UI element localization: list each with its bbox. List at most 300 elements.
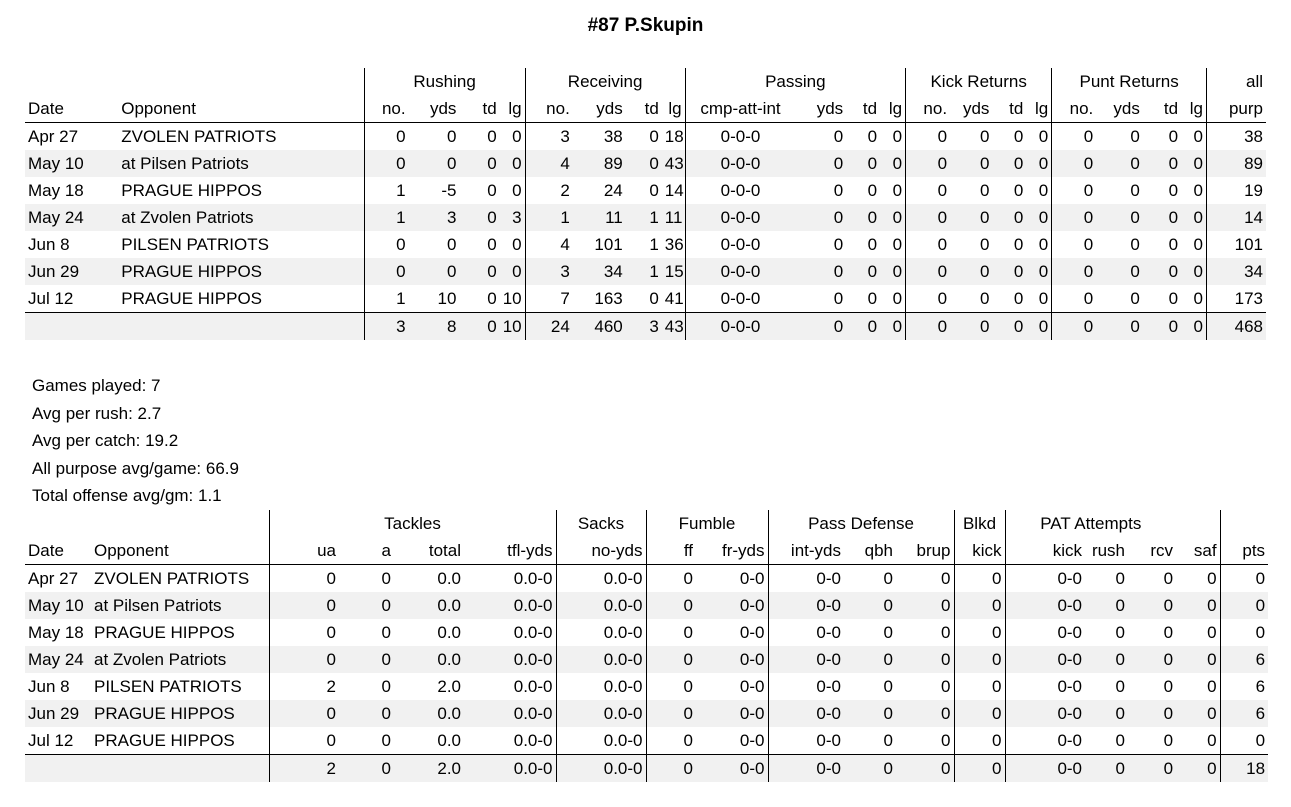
offense-cell: PRAGUE HIPPOS bbox=[121, 181, 263, 200]
defense-column-header: qbh bbox=[844, 538, 896, 565]
offense-cell: 0 bbox=[1181, 258, 1206, 285]
defense-total-cell: 0 bbox=[1085, 755, 1128, 783]
offense-cell: 0 bbox=[1052, 258, 1097, 285]
defense-cell: 0 bbox=[269, 592, 339, 619]
defense-group-header-row bbox=[25, 510, 1268, 538]
offense-cell: 0 bbox=[833, 235, 844, 254]
defense-game-row bbox=[25, 727, 1268, 755]
defense-cell: 0-0 bbox=[1005, 673, 1085, 700]
offense-cell: 2 bbox=[525, 177, 573, 204]
season-summary bbox=[32, 372, 239, 510]
defense-cell: 0.0-0 bbox=[464, 592, 556, 619]
defense-cell: 0-0 bbox=[768, 619, 844, 646]
defense-cell: 0 bbox=[1163, 623, 1174, 642]
offense-cell: 0 bbox=[1038, 127, 1049, 146]
offense-cell: 0 bbox=[1096, 258, 1143, 285]
offense-cell: 15 bbox=[662, 258, 685, 285]
offense-column-header: yds bbox=[795, 96, 846, 123]
offense-cell: 1 bbox=[364, 177, 409, 204]
offense-column-header: yds bbox=[1096, 96, 1143, 123]
offense-cell: 0 bbox=[992, 150, 1026, 177]
offense-cell: 14 bbox=[664, 181, 684, 200]
defense-group-header-empty bbox=[25, 510, 91, 538]
offense-cell: 0 bbox=[833, 289, 844, 308]
offense-cell: 0 bbox=[795, 258, 846, 285]
defense-cell: 0 bbox=[896, 646, 954, 673]
defense-cell: 0 bbox=[381, 677, 391, 696]
defense-cell: 0 bbox=[941, 569, 951, 588]
defense-total-cell: 0 bbox=[954, 755, 1005, 783]
offense-cell: 0 bbox=[1096, 204, 1143, 231]
offense-column-header: lg bbox=[1026, 96, 1051, 123]
offense-cell: 34 bbox=[1207, 258, 1267, 285]
offense-cell: 0 bbox=[1038, 289, 1049, 308]
defense-cell: 0 bbox=[883, 677, 893, 696]
offense-cell: 0 bbox=[979, 289, 990, 308]
defense-cell: 0 bbox=[1163, 677, 1174, 696]
offense-cell: 0 bbox=[1038, 235, 1049, 254]
offense-game-row bbox=[25, 285, 1266, 313]
offense-cell: 0-0-0 bbox=[685, 231, 795, 258]
offense-column-header: yds bbox=[573, 96, 626, 123]
defense-cell: 0 bbox=[1163, 569, 1174, 588]
defense-cell: 0-0 bbox=[739, 677, 765, 696]
offense-cell: 0 bbox=[795, 204, 846, 231]
defense-column-header: saf bbox=[1176, 538, 1220, 565]
defense-game-row bbox=[25, 565, 1268, 593]
defense-group-header-empty bbox=[91, 510, 269, 538]
defense-cell: 0 bbox=[381, 731, 391, 750]
offense-cell: 0 bbox=[950, 204, 992, 231]
offense-cell: 0 bbox=[1193, 127, 1203, 146]
offense-cell: 0 bbox=[892, 289, 903, 308]
offense-game-row bbox=[25, 123, 1266, 151]
offense-cell: 19 bbox=[1207, 177, 1267, 204]
offense-cell: 0 bbox=[906, 258, 951, 285]
offense-total-cell: 3 bbox=[626, 313, 662, 341]
offense-cell: 0 bbox=[979, 181, 990, 200]
offense-cell: 0 bbox=[906, 231, 951, 258]
defense-total-cell bbox=[91, 755, 269, 783]
defense-cell: 0.0 bbox=[394, 592, 464, 619]
offense-cell: 0 bbox=[1168, 235, 1179, 254]
offense-column-header: lg bbox=[662, 96, 685, 123]
offense-cell: 0 bbox=[1026, 150, 1051, 177]
defense-cell: 0 bbox=[339, 592, 394, 619]
defense-cell: 0 bbox=[1207, 623, 1217, 642]
defense-cell: 0 bbox=[269, 727, 339, 755]
offense-cell: 0 bbox=[487, 127, 497, 146]
defense-cell: 0 bbox=[1128, 646, 1176, 673]
offense-cell: 0 bbox=[1181, 150, 1206, 177]
offense-group-header: Passing bbox=[685, 68, 905, 96]
defense-cell: 0.0 bbox=[394, 646, 464, 673]
offense-total-cell: 0 bbox=[1026, 313, 1051, 341]
offense-cell: 0 bbox=[409, 150, 460, 177]
defense-total-cell: 2.0 bbox=[394, 755, 464, 783]
offense-cell: 0 bbox=[992, 204, 1026, 231]
defense-cell: 0 bbox=[1085, 700, 1128, 727]
offense-cell: 1 bbox=[364, 204, 409, 231]
offense-cell: Jun 29 bbox=[25, 258, 118, 285]
defense-total-cell: 0.0-0 bbox=[464, 755, 556, 783]
defense-cell: 0-0 bbox=[768, 646, 844, 673]
defense-column-header: tfl-yds bbox=[464, 538, 556, 565]
offense-total-cell: 0 bbox=[1096, 313, 1143, 341]
defense-group-header: Fumble bbox=[646, 510, 768, 538]
offense-column-header: no. bbox=[1052, 96, 1097, 123]
offense-cell: 3 bbox=[500, 204, 525, 231]
offense-total-cell bbox=[25, 313, 118, 341]
offense-group-header-empty bbox=[25, 68, 118, 96]
offense-cell: 38 bbox=[1207, 123, 1267, 151]
defense-cell: 0 bbox=[896, 700, 954, 727]
offense-cell: 0 bbox=[459, 258, 499, 285]
offense-cell: 0 bbox=[992, 258, 1026, 285]
offense-cell: 0 bbox=[846, 258, 880, 285]
offense-cell: 0 bbox=[846, 150, 880, 177]
offense-total-cell: 8 bbox=[409, 313, 460, 341]
offense-cell: 0 bbox=[867, 289, 878, 308]
offense-cell: 0 bbox=[1013, 235, 1024, 254]
offense-cell: 0 bbox=[1168, 127, 1179, 146]
defense-cell: 0.0-0 bbox=[556, 565, 646, 593]
defense-totals-row bbox=[25, 755, 1268, 783]
defense-cell: 0.0 bbox=[394, 700, 464, 727]
defense-column-header: rcv bbox=[1128, 538, 1176, 565]
offense-cell: 3 bbox=[409, 204, 460, 231]
offense-cell: 0 bbox=[649, 181, 659, 200]
offense-cell: 1 bbox=[649, 235, 659, 254]
defense-group-header-empty bbox=[1220, 510, 1268, 538]
defense-cell: Jun 8 bbox=[28, 677, 70, 696]
defense-total-cell: 0.0-0 bbox=[556, 755, 646, 783]
offense-cell: 0-0-0 bbox=[685, 177, 795, 204]
defense-total-cell: 0-0 bbox=[1005, 755, 1085, 783]
defense-column-header: kick bbox=[954, 538, 1005, 565]
offense-cell: at Zvolen Patriots bbox=[118, 204, 364, 231]
defense-cell: 0 bbox=[646, 727, 696, 755]
defense-game-row bbox=[25, 646, 1268, 673]
offense-total-cell: 0 bbox=[1181, 313, 1206, 341]
offense-cell: 1 bbox=[626, 204, 662, 231]
defense-cell: 0 bbox=[1128, 700, 1176, 727]
offense-cell: 0 bbox=[846, 204, 880, 231]
offense-cell: 0 bbox=[1052, 150, 1097, 177]
offense-cell: Jun 8 bbox=[28, 235, 70, 254]
defense-cell: 0.0 bbox=[437, 569, 461, 588]
defense-column-header: rush bbox=[1085, 538, 1128, 565]
defense-cell: PRAGUE HIPPOS bbox=[94, 623, 235, 642]
offense-cell: 0 bbox=[364, 258, 409, 285]
offense-group-header: all bbox=[1207, 68, 1267, 96]
offense-cell: 0 bbox=[906, 123, 951, 151]
offense-cell: 0 bbox=[364, 150, 409, 177]
defense-cell: 0 bbox=[646, 619, 696, 646]
offense-total-cell: 0 bbox=[992, 313, 1026, 341]
offense-cell: May 10 bbox=[25, 150, 118, 177]
offense-total-cell: 24 bbox=[525, 313, 573, 341]
offense-cell: 0 bbox=[459, 204, 499, 231]
offense-cell: 10 bbox=[502, 289, 522, 308]
offense-cell: 0 bbox=[446, 235, 457, 254]
defense-cell: May 10 bbox=[25, 592, 91, 619]
defense-column-header: total bbox=[394, 538, 464, 565]
defense-total-cell: 2 bbox=[269, 755, 339, 783]
offense-cell: 0 bbox=[1130, 181, 1140, 200]
defense-cell: 0.0-0 bbox=[556, 592, 646, 619]
offense-cell: 0-0-0 bbox=[685, 204, 795, 231]
offense-group-header-row bbox=[25, 68, 1266, 96]
defense-cell: 0-0 bbox=[768, 673, 844, 700]
summary-line: All purpose avg/game: 66.9 bbox=[32, 458, 239, 478]
offense-cell: 0 bbox=[487, 289, 497, 308]
offense-cell: 0 bbox=[880, 204, 905, 231]
offense-cell: 0 bbox=[1193, 181, 1203, 200]
offense-cell: 0 bbox=[906, 150, 951, 177]
offense-cell: 41 bbox=[664, 289, 684, 308]
defense-cell: 0 bbox=[1176, 700, 1220, 727]
defense-cell: Jul 12 bbox=[28, 731, 74, 750]
defense-cell: 0-0 bbox=[768, 727, 844, 755]
defense-cell: 0 bbox=[844, 646, 896, 673]
offense-cell: 0 bbox=[892, 181, 903, 200]
offense-cell: 0 bbox=[1193, 235, 1203, 254]
offense-cell: 0 bbox=[1143, 150, 1181, 177]
defense-cell: 0-0 bbox=[1005, 700, 1085, 727]
defense-cell: 0 bbox=[1115, 569, 1126, 588]
offense-cell: 24 bbox=[603, 181, 623, 200]
offense-cell: 0-0-0 bbox=[685, 150, 795, 177]
defense-cell: 0 bbox=[646, 646, 696, 673]
offense-cell: 10 bbox=[437, 289, 457, 308]
defense-cell: 0 bbox=[954, 700, 1005, 727]
defense-column-header: pts bbox=[1220, 538, 1268, 565]
defense-cell: 0 bbox=[844, 700, 896, 727]
defense-cell: ZVOLEN PATRIOTS bbox=[94, 569, 250, 588]
offense-cell: 0 bbox=[649, 127, 659, 146]
defense-cell: 0 bbox=[954, 592, 1005, 619]
offense-cell: 11 bbox=[573, 204, 626, 231]
offense-game-row bbox=[25, 177, 1266, 204]
defense-cell: 0 bbox=[269, 619, 339, 646]
defense-cell: 0 bbox=[1207, 677, 1217, 696]
offense-cell: 0 bbox=[1052, 177, 1097, 204]
offense-cell: PRAGUE HIPPOS bbox=[121, 289, 263, 308]
defense-total-cell bbox=[25, 755, 91, 783]
defense-cell: 0 bbox=[1220, 619, 1268, 646]
offense-group-header: Rushing bbox=[364, 68, 525, 96]
offense-cell: 0 bbox=[1130, 127, 1140, 146]
defense-cell: 0 bbox=[1115, 731, 1126, 750]
defense-cell: PILSEN PATRIOTS bbox=[94, 677, 242, 696]
defense-total-cell: 0 bbox=[1176, 755, 1220, 783]
offense-cell: 0 bbox=[880, 258, 905, 285]
defense-game-row bbox=[25, 700, 1268, 727]
defense-cell: 0-0 bbox=[739, 569, 765, 588]
defense-cell: 0 bbox=[1220, 727, 1268, 755]
defense-cell: 0 bbox=[646, 565, 696, 593]
offense-column-header-row bbox=[25, 96, 1266, 123]
offense-cell: PILSEN PATRIOTS bbox=[121, 235, 269, 254]
offense-cell: 89 bbox=[1207, 150, 1267, 177]
defense-cell: 0 bbox=[883, 623, 893, 642]
defense-cell: 0 bbox=[269, 646, 339, 673]
offense-cell: 43 bbox=[662, 150, 685, 177]
offense-cell: 1 bbox=[364, 285, 409, 313]
defense-total-cell: 0-0 bbox=[768, 755, 844, 783]
offense-cell: 1 bbox=[525, 204, 573, 231]
defense-cell: 0.0-0 bbox=[513, 677, 553, 696]
defense-cell: 2.0 bbox=[437, 677, 461, 696]
defense-game-row bbox=[25, 592, 1268, 619]
offense-column-header: yds bbox=[409, 96, 460, 123]
offense-cell: 0 bbox=[459, 150, 499, 177]
offense-cell: 18 bbox=[664, 127, 684, 146]
offense-cell: 7 bbox=[525, 285, 573, 313]
offense-column-header: lg bbox=[500, 96, 525, 123]
offense-cell: 3 bbox=[525, 123, 573, 151]
defense-cell: 0-0 bbox=[1005, 592, 1085, 619]
offense-cell: 36 bbox=[664, 235, 684, 254]
offense-cell: 0-0-0 bbox=[685, 285, 795, 313]
offense-cell: 0 bbox=[1052, 285, 1097, 313]
defense-cell: 0.0 bbox=[437, 731, 461, 750]
offense-cell: 34 bbox=[573, 258, 626, 285]
defense-cell: 0 bbox=[954, 619, 1005, 646]
offense-cell: 0 bbox=[626, 150, 662, 177]
offense-total-cell: 0 bbox=[795, 313, 846, 341]
defense-cell: 0 bbox=[844, 592, 896, 619]
defense-cell: 0.0-0 bbox=[513, 569, 553, 588]
defense-column-header: brup bbox=[896, 538, 954, 565]
offense-total-cell bbox=[118, 313, 364, 341]
defense-total-cell: 0 bbox=[844, 755, 896, 783]
offense-cell: 0-0-0 bbox=[685, 123, 795, 151]
defense-column-header: Opponent bbox=[91, 538, 269, 565]
defense-cell: 0-0 bbox=[696, 646, 768, 673]
defense-cell: 0.0-0 bbox=[556, 700, 646, 727]
offense-cell: 0 bbox=[500, 258, 525, 285]
defense-cell: PRAGUE HIPPOS bbox=[94, 731, 235, 750]
offense-cell: 0-0-0 bbox=[685, 258, 795, 285]
offense-total-cell: 3 bbox=[364, 313, 409, 341]
offense-stats-table bbox=[25, 68, 1266, 340]
offense-cell: 0 bbox=[446, 127, 457, 146]
offense-cell: 0 bbox=[979, 235, 990, 254]
defense-cell: 0 bbox=[1115, 623, 1126, 642]
offense-cell: 3 bbox=[525, 258, 573, 285]
offense-cell: at Pilsen Patriots bbox=[118, 150, 364, 177]
offense-cell: 4 bbox=[525, 150, 573, 177]
offense-total-cell: 468 bbox=[1207, 313, 1267, 341]
defense-cell: Jun 29 bbox=[25, 700, 91, 727]
offense-column-header: td bbox=[846, 96, 880, 123]
defense-cell: 0-0 bbox=[768, 592, 844, 619]
defense-cell: 0.0-0 bbox=[464, 700, 556, 727]
defense-column-header: a bbox=[339, 538, 394, 565]
offense-game-row bbox=[25, 204, 1266, 231]
offense-cell: 0 bbox=[979, 127, 990, 146]
offense-total-cell: 0 bbox=[950, 313, 992, 341]
offense-cell: May 18 bbox=[28, 181, 84, 200]
offense-cell: 4 bbox=[525, 231, 573, 258]
offense-cell: 11 bbox=[662, 204, 685, 231]
defense-cell: 0-0 bbox=[739, 623, 765, 642]
offense-total-cell: 0 bbox=[1052, 313, 1097, 341]
defense-cell: 0.0-0 bbox=[513, 731, 553, 750]
defense-total-cell: 0 bbox=[896, 755, 954, 783]
offense-cell: May 24 bbox=[25, 204, 118, 231]
offense-group-header: Punt Returns bbox=[1052, 68, 1207, 96]
offense-totals-row bbox=[25, 313, 1266, 341]
defense-cell: 0-0 bbox=[1005, 565, 1085, 593]
offense-total-cell: 43 bbox=[662, 313, 685, 341]
defense-cell: 0 bbox=[1085, 646, 1128, 673]
defense-cell: 0-0 bbox=[696, 592, 768, 619]
offense-cell: Jul 12 bbox=[28, 289, 74, 308]
offense-cell: 0 bbox=[487, 181, 497, 200]
offense-cell: 0 bbox=[1052, 231, 1097, 258]
offense-column-header: td bbox=[992, 96, 1026, 123]
defense-cell: 0-0 bbox=[696, 700, 768, 727]
defense-cell: 0-0 bbox=[1005, 646, 1085, 673]
defense-cell: 2 bbox=[269, 673, 339, 700]
defense-column-header: no-yds bbox=[556, 538, 646, 565]
defense-column-header: ff bbox=[646, 538, 696, 565]
defense-cell: 0 bbox=[941, 623, 951, 642]
defense-total-cell: 0 bbox=[646, 755, 696, 783]
defense-cell: at Pilsen Patriots bbox=[91, 592, 269, 619]
offense-cell: 101 bbox=[594, 235, 623, 254]
offense-column-header: td bbox=[459, 96, 499, 123]
offense-total-cell: 0 bbox=[846, 313, 880, 341]
defense-game-row bbox=[25, 619, 1268, 646]
defense-cell: 0 bbox=[1128, 592, 1176, 619]
defense-total-cell: 0-0 bbox=[696, 755, 768, 783]
defense-group-header: Blkd bbox=[954, 510, 1005, 538]
defense-cell: 0 bbox=[954, 673, 1005, 700]
defense-cell: 0 bbox=[1163, 731, 1174, 750]
offense-cell: 0 bbox=[795, 150, 846, 177]
offense-cell: 0 bbox=[512, 127, 522, 146]
offense-cell: 101 bbox=[1207, 231, 1267, 258]
offense-cell: 163 bbox=[594, 289, 623, 308]
defense-cell: 0 bbox=[941, 677, 951, 696]
defense-cell: 0.0 bbox=[437, 623, 461, 642]
offense-cell: 0 bbox=[649, 289, 659, 308]
defense-group-header-empty bbox=[1176, 510, 1220, 538]
defense-cell: 0.0-0 bbox=[556, 727, 646, 755]
defense-cell: 0 bbox=[896, 592, 954, 619]
offense-game-row bbox=[25, 231, 1266, 258]
offense-cell: 0 bbox=[1026, 258, 1051, 285]
defense-cell: 0.0-0 bbox=[556, 673, 646, 700]
defense-stats-table bbox=[25, 510, 1268, 782]
defense-cell: 0 bbox=[339, 700, 394, 727]
defense-cell: 0 bbox=[941, 731, 951, 750]
defense-cell: 0 bbox=[646, 700, 696, 727]
offense-cell: 0 bbox=[364, 123, 409, 151]
offense-total-cell: 10 bbox=[500, 313, 525, 341]
offense-cell: 0 bbox=[867, 235, 878, 254]
offense-cell: 14 bbox=[1207, 204, 1267, 231]
defense-cell: 6 bbox=[1220, 673, 1268, 700]
defense-cell: 0 bbox=[339, 646, 394, 673]
offense-column-header: td bbox=[626, 96, 662, 123]
defense-cell: 0-0 bbox=[768, 700, 844, 727]
offense-cell: 0 bbox=[906, 204, 951, 231]
